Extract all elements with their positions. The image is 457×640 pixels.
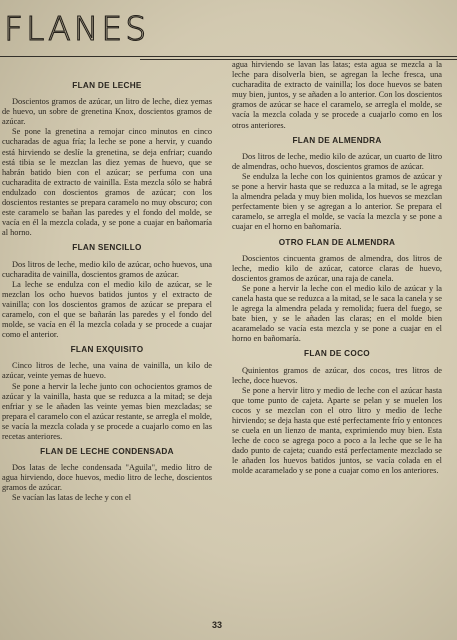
recipe-paragraph: Doscientos gramos de azúcar, un litro de leche, diez yemas de huevo, un sobre de grenetina Knox, doscientos gramos de azúcar. (2, 97, 212, 127)
recipe-section (2, 243, 212, 340)
recipe-paragraph: Se pone a hervir la leche junto con ochocientos gramos de azúcar y la vainilla, hasta que se reduzca a la mitad; se deja enfriar y se le añaden las veinte yemas bien mezcladas; se prepara el caramelo con el azúcar restante, se arregla el molde, se vacía la mezcla colada y se procede a cuajarlo como en las recetas anteriores. (2, 381, 212, 441)
recipe-paragraph: La leche se endulza con el medio kilo de azúcar, se le mezclan los ocho huevos batidos juntos y el extracto de vainilla; con los doscientos gramos de azúcar se prepara el caramelo, con el que se bañarán las paredes y el fondo del molde, se vacía en él la mezcla colada y se procede a cuajar como el anterior. (2, 279, 212, 340)
recipe-paragraph: Se pone a hervir litro y medio de leche con el azúcar hasta que tome punto de cajeta. Aparte se pelan y se muelen los cocos y se mezclan con el otro litro y medio de leche hirviendo; se deja hasta que esté perfectamente frío y entonces se cuela en un lienzo de manta, exprimiendo muy bien. Esta leche de coco se agrega poco a poco a la leche que se le ha dado punto de cajeta; cuando está perfectamente mezclado se le añaden los huevos batidos juntos, se vacía colada en el molde acaramelado y se pone a cuajar como en los anteriores. (232, 385, 442, 476)
recipe-section (232, 60, 442, 131)
recipe-section (232, 136, 442, 233)
recipe-heading: FLAN EXQUISITO (70, 345, 144, 355)
recipe-section (2, 81, 212, 238)
recipe-paragraph: Doscientos cincuenta gramos de almendra, dos litros de leche, medio kilo de azúcar, catorce claras de huevo, doscientos gramos de azúcar, una raja de canela. (232, 253, 442, 283)
recipe-paragraph: Se pone la grenetina a remojar cinco minutos en cinco cucharadas de agua fría; la leche se pone a hervir, y cuando está hirviendo se deslíe la grenetina, se deja enfriar; cuando está tibia se le mezclan las diez yemas de huevo, que se habrán batido bien con el azúcar; se perfuma con una cucharadita de extracto de vainilla. Esta mezcla sólo se habrá endulzado con doscientos gramos de azúcar; con los doscientos restantes se prepara caramelo no muy obscuro; con este caramelo se bañan las paredes y el fondo del molde, se vacía en él la mezcla colada, y se pone a cuajar en bañomaría al horno. (2, 127, 212, 238)
title-rule-top (0, 56, 457, 57)
recipe-section (232, 238, 442, 345)
recipe-paragraph: Dos litros de leche, medio kilo de azúcar, un cuarto de litro de almendras, ocho huevos, doscientos gramos de azúcar. (232, 151, 442, 171)
recipe-heading: OTRO FLAN DE ALMENDRA (278, 237, 396, 247)
recipe-heading: FLAN DE ALMENDRA (292, 135, 382, 145)
recipe-paragraph: Se pone a hervir la leche con el medio kilo de azúcar y la canela hasta que se reduzca a la mitad, se le saca la canela y se le agrega la almendra pelada y remolida; fuera del fuego, se bate bien, y se le añaden las claras; en el molde bien acaramelado se vacía esta mezcla y se pone a cuajar en el horno en bañomaría. (232, 283, 442, 344)
recipe-paragraph: Cinco litros de leche, una vaina de vainilla, un kilo de azúcar, veinte yemas de huevo. (2, 361, 212, 381)
recipe-paragraph: Se endulza la leche con los quinientos gramos de azúcar y se pone a hervir hasta que se reduzca a la mitad, se le agrega la almendra pelada y muy bien molida, los huevos se mezclan perfectamente bien y se agregan a lo anterior. Se prepara el caramelo, se arregla el molde, se vacía la mezcla y se pone a cuajar en el horno en bañomaría. (232, 171, 442, 232)
recipe-section (232, 349, 442, 476)
left-column (2, 76, 212, 504)
recipe-section (2, 447, 212, 503)
recipe-paragraph: Quinientos gramos de azúcar, dos cocos, tres litros de leche, doce huevos. (232, 365, 442, 385)
recipe-heading: FLAN DE LECHE (72, 81, 142, 90)
recipe-paragraph: agua hirviendo se lavan las latas; esta agua se mezcla a la leche para disolverla bien, se agregan la leche fresca, una cucharadita de extracto de vainilla; los doce huevos se baten muy bien, juntos, y se añaden a lo anterior. Con los doscientos gramos de azúcar se hace el caramelo, se arregla el molde, se vacía la mezcla colada y se procede a cuajarlo como en los otros anteriores. (232, 60, 442, 130)
page-number: 33 (212, 620, 223, 630)
recipe-heading: FLAN DE LECHE CONDENSADA (40, 447, 174, 457)
right-column (232, 60, 442, 477)
recipe-section (2, 345, 212, 442)
recipe-heading: FLAN SENCILLO (72, 243, 142, 253)
page-title: FLANES (4, 9, 150, 48)
recipe-paragraph: Dos latas de leche condensada "Aguila", medio litro de agua hirviendo, doce huevos, medio litro de leche, doscientos gramos de azúcar. (2, 463, 212, 493)
recipe-heading: FLAN DE COCO (304, 349, 370, 359)
recipe-paragraph: Se vacían las latas de leche y con el (12, 493, 132, 503)
recipe-paragraph: Dos litros de leche, medio kilo de azúcar, ocho huevos, una cucharadita de vainilla, doscientos gramos de azúcar. (2, 259, 212, 279)
